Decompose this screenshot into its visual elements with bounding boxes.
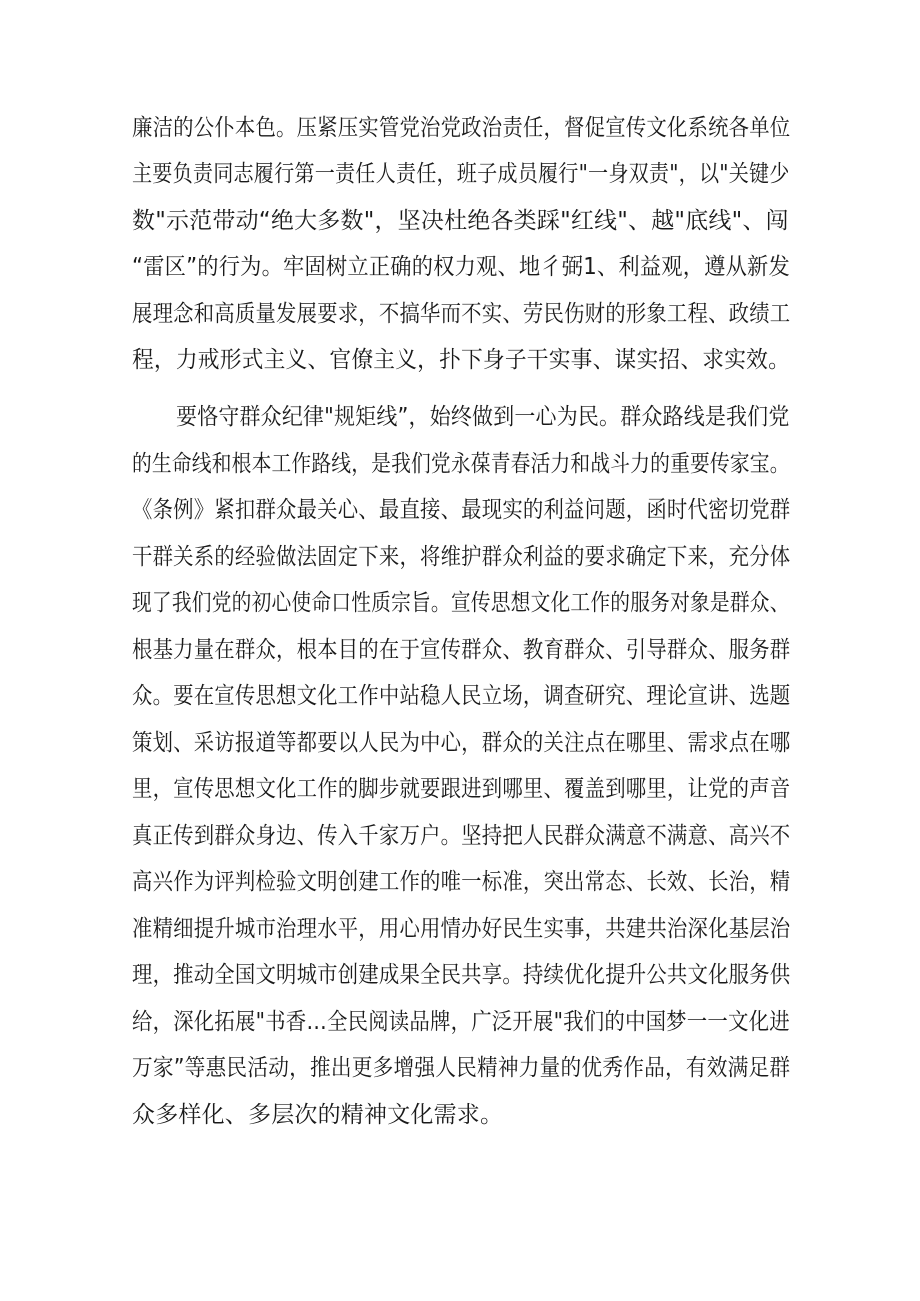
text-line: 众多样化、多层次的精神文化需求。 [132,1102,504,1128]
text-line: 根基力量在群众，根本目的在于宣传群众、教育群众、引导群众、服务群 [132,637,791,663]
text-line: 真正传到群众身边、传入千家万户。坚持把人民群众满意不满意、高兴不 [132,823,791,849]
text-line: 给，深化拓展"书香…全民阅读品牌，广泛开展"我们的中国梦一一文化进 [132,1009,790,1035]
text-line: 理，推动全国文明城市创建成果全民共享。持续优化提升公共文化服务供 [132,962,791,988]
text-line: 准精细提升城市治理水平，用心用情办好民生实事，共建共治深化基层治 [132,916,791,942]
text-line: 万家”等惠民活动，推出更多增强人民精神力量的优秀作品，有效满足群 [132,1055,791,1081]
text-line: “雷区”的行为。牢固树立正确的权力观、地彳弼1、利益观，遵从新发 [132,254,790,280]
text-line: 《条例》紧扣群众最关心、最直接、最现实的利益问题，函时代密切党群 [132,497,791,523]
text-line: 展理念和高质量发展要求，不搞华而不实、劳民伤财的形象工程、政绩工 [132,301,791,327]
text-line: 里，宣传思想文化工作的脚步就要跟进到哪里、覆盖到哪里，让党的声音 [132,776,791,802]
text-line: 众。要在宣传思想文化工作中站稳人民立场，调查研究、理论宣讲、选题 [132,683,791,709]
text-line: 高兴作为评判检验文明创建工作的唯一标准，突出常态、长效、长治，精 [132,869,791,895]
text-line: 廉洁的公仆本色。压紧压实管党治党政治责任，督促宣传文化系统各单位 [132,115,791,141]
text-line: 现了我们党的初心使命口性质宗旨。宣传思想文化工作的服务对象是群众、 [132,590,790,616]
paragraph-first-line: 要恪守群众纪律"规矩线”，始终做到一心为民。群众路线是我们党 [176,404,790,430]
text-line: 干群关系的经验做法固定下来，将维护群众利益的要求确定下来，充分体 [132,544,791,570]
text-line: 数"示范带动“绝大多数"，坚决杜绝各类踩"红线"、越"底线"、闯 [132,208,789,234]
text-line: 策划、采访报道等都要以人民为中心，群众的关注点在哪里、需求点在哪 [132,730,791,756]
text-line: 的生命线和根本工作路线，是我们党永葆青春活力和战斗力的重要传家宝。 [132,451,790,477]
text-line: 主要负责同志履行第一责任人责任，班子成员履行"一身双责"，以"关键少 [132,161,790,187]
text-line: 程，力戒形式主义、官僚主义，扑下身子干实事、谋实招、求实效。 [132,347,790,373]
